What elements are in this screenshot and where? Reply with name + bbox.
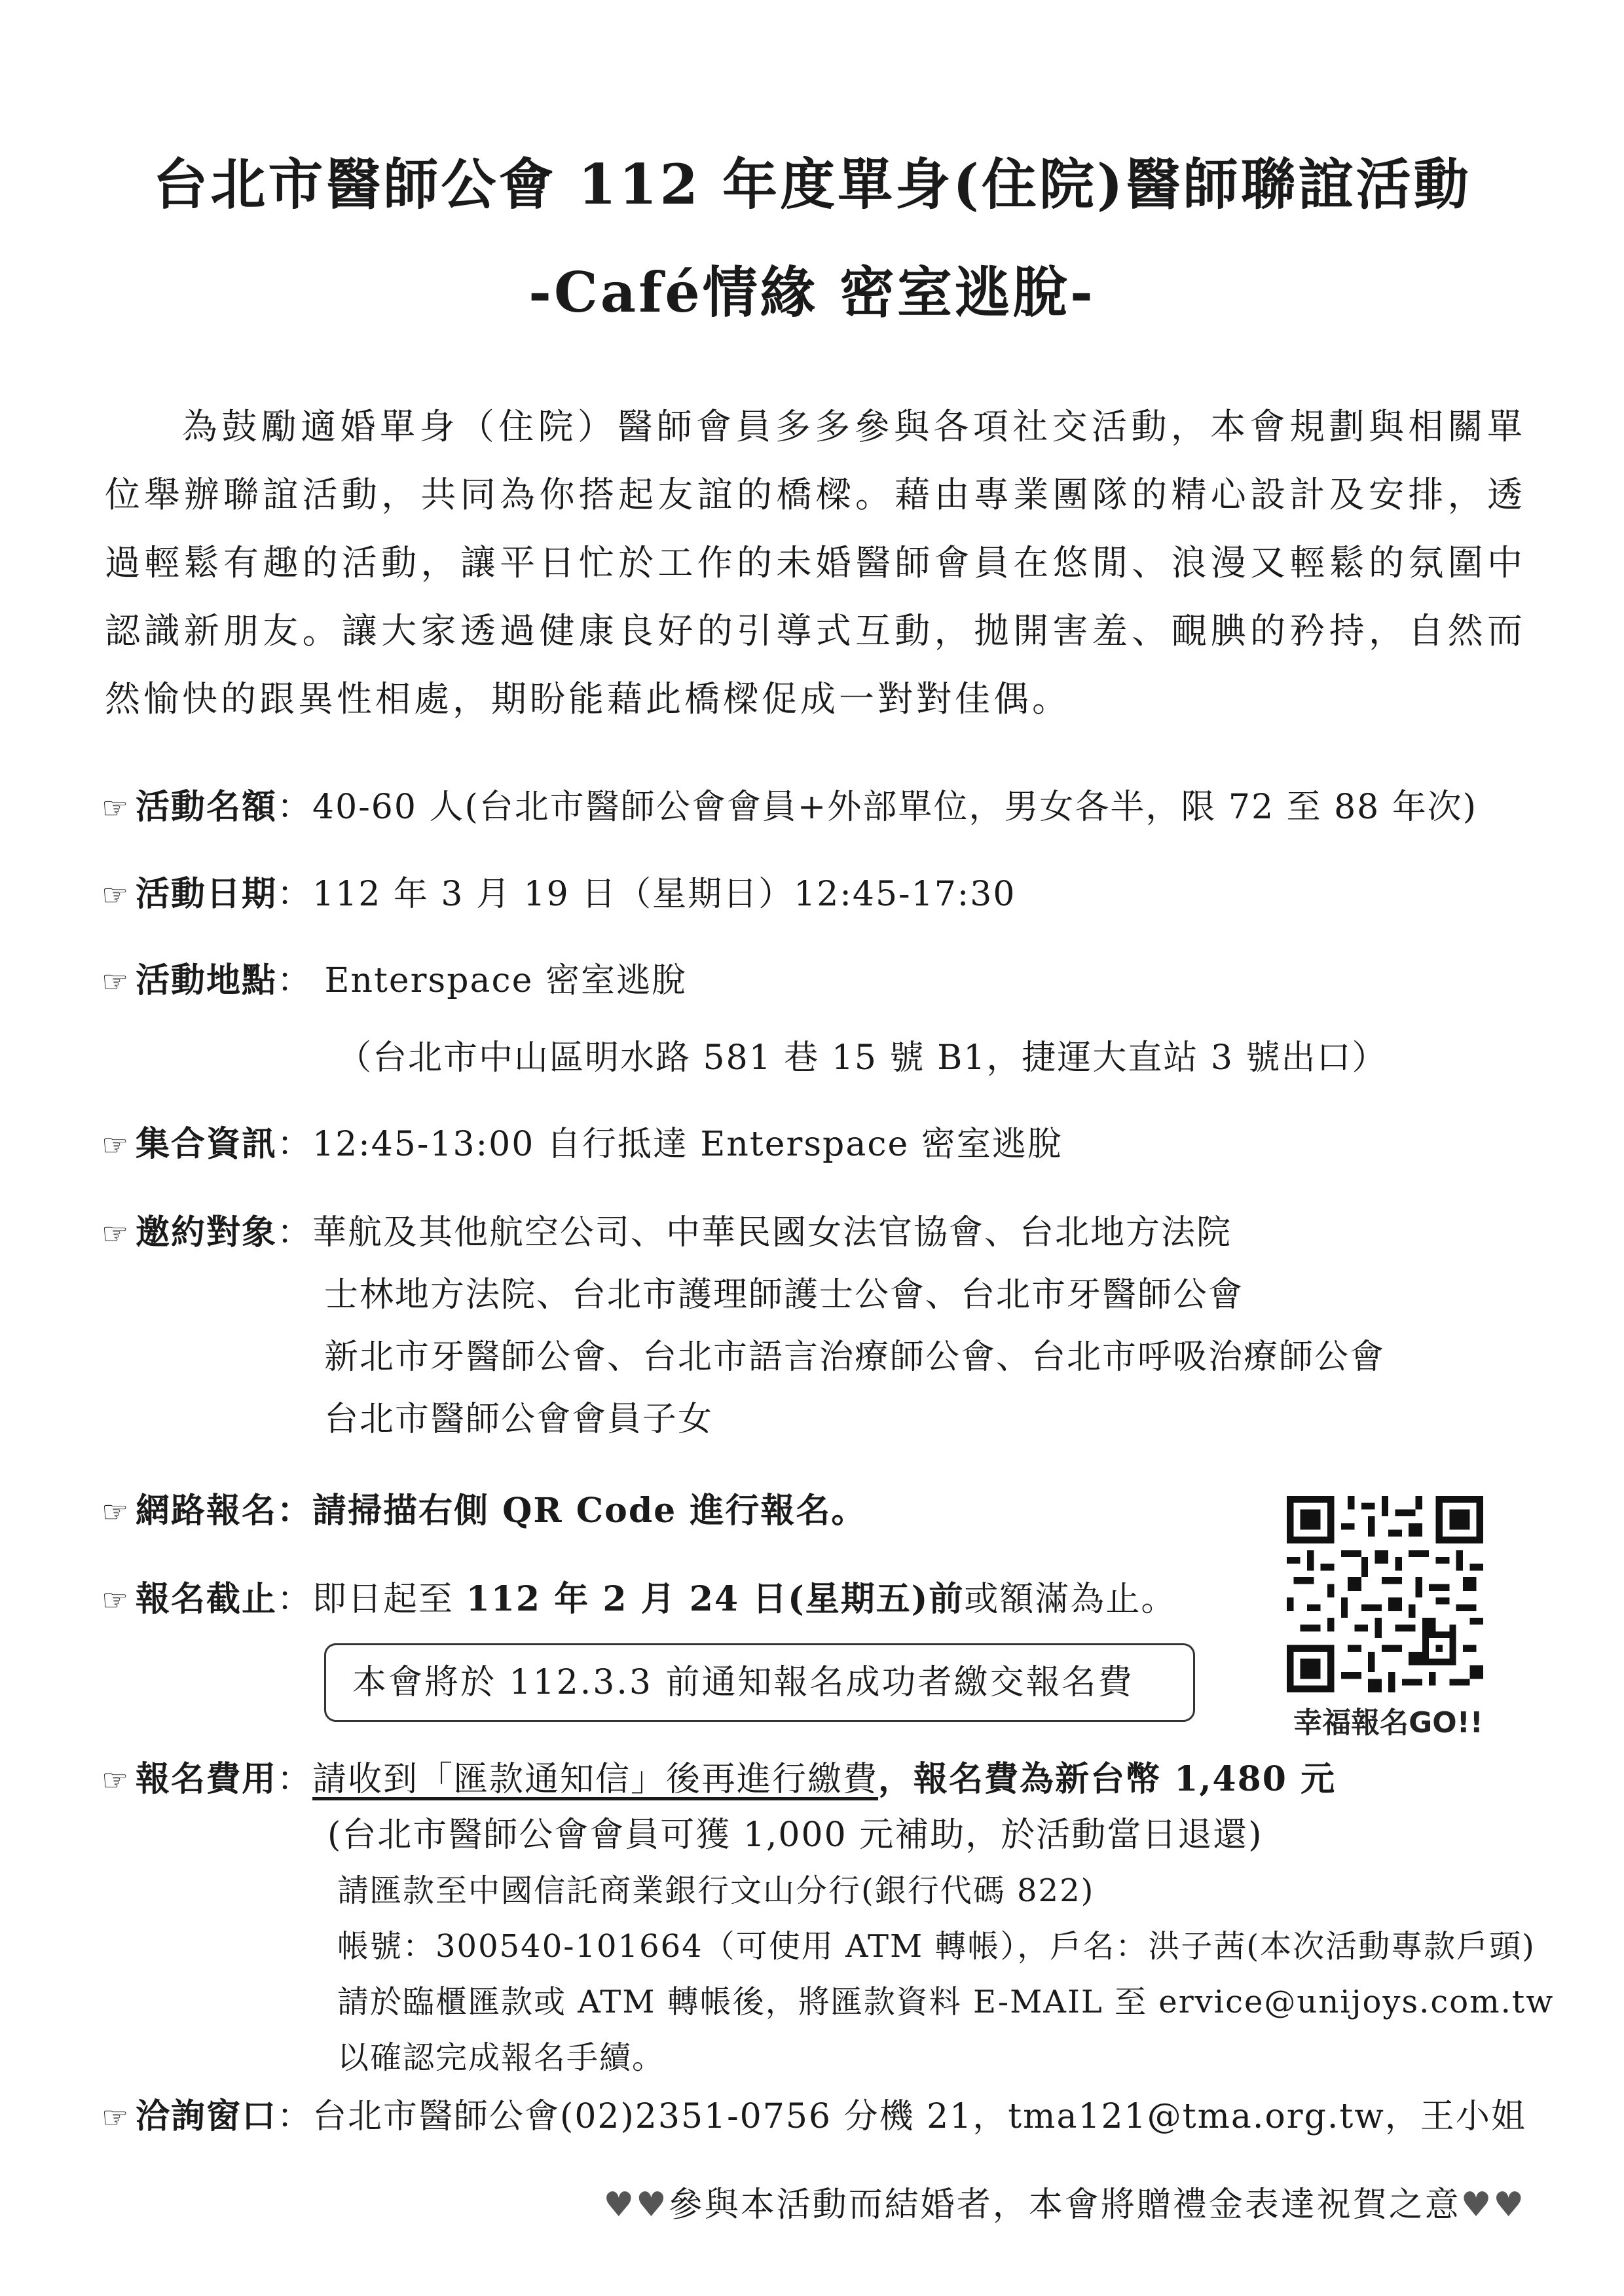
title-line-1: 台北市醫師公會 112 年度單身(住院)醫師聯誼活動 [153,152,1471,217]
fee-amount: ，報名費為新台幣 1,480 元 [878,1759,1337,1799]
quota-row: ☞ 活動名額：40-60 人(台北市醫師公會會員+外部單位，男女各半，限 72 至 88 年次) [101,776,1477,839]
fee-line: 以確認完成報名手續。 [337,2039,665,2076]
venue-label: 活動地點 [136,960,278,1000]
pointing-hand-icon: ☞ [101,964,129,999]
date-row: ☞ 活動日期：112 年 3 月 19 日（星期日）12:45-17:30 [101,863,1016,926]
deadline-date: 112 年 2 月 24 日(星期五)前 [466,1579,965,1619]
intro-text: 為鼓勵適婚單身（住院）醫師會員多多參與各項社交活動，本會規劃與相關單位舉辦聯誼活動，共同為你搭起友誼的橋樑。藉由專業團隊的精心設計及安排，透過輕鬆有趣的活動，讓平日忙於工作的未婚醫師會員在悠閒、浪漫又輕鬆的氛圍中認識新朋友。讓大家透過健康良好的引導式互動，拋開害羞、靦腆的矜持，自然而然愉快的跟異性相處，期盼能藉此橋樑促成一對對佳偶。 [105,406,1526,720]
pointing-hand-icon: ☞ [101,1582,129,1618]
deadline-label: 報名截止 [136,1579,278,1619]
deadline-post: 或額滿為止。 [964,1580,1177,1619]
fee-label: 報名費用 [136,1759,278,1799]
online-label: 網路報名 [136,1491,278,1531]
contact-label: 洽詢窗口 [136,2096,278,2136]
date-label: 活動日期 [136,874,278,914]
gather-row: ☞ 集合資訊：12:45-13:00 自行抵達 Enterspace 密室逃脫 [101,1113,1063,1176]
fee-line: 請於臨櫃匯款或 ATM 轉帳後，將匯款資料 E-MAIL 至 ervice@unijoys.com.tw [337,1984,1555,2020]
online-value: 請掃描右側 QR Code 進行報名。 [312,1491,867,1531]
contact-value: 台北市醫師公會(02)2351-0756 分機 21，tma121@tma.org.tw，王小姐 [312,2097,1526,2136]
venue-address: （台北市中山區明水路 581 巷 15 號 B1，捷運大直站 3 號出口） [337,1038,1388,1078]
contact-row: ☞ 洽詢窗口：台北市醫師公會(02)2351-0756 分機 21，tma121@tma.org.tw，王小姐 [101,2085,1526,2149]
heart-icon: ♥♥ [1460,2185,1526,2225]
heart-icon: ♥♥ [603,2185,669,2225]
deadline-row: ☞ 報名截止：即日起至 112 年 2 月 24 日(星期五)前或額滿為止。 [101,1568,1176,1631]
pointing-hand-icon: ☞ [101,1494,129,1529]
fee-row: ☞ 報名費用：請收到「匯款通知信」後再進行繳費，報名費為新台幣 1,480 元 [101,1748,1336,1812]
venue-row: ☞ 活動地點： Enterspace 密室逃脫 [101,949,687,1013]
online-row: ☞ 網路報名：請掃描右側 QR Code 進行報名。 [101,1480,866,1543]
fee-line: (台北市醫師公會會員可獲 1,000 元補助，於活動當日退還) [327,1815,1263,1855]
venue-value: Enterspace 密室逃脫 [312,961,687,1000]
quota-label: 活動名額 [136,787,278,827]
invite-line: 台北市醫師公會會員子女 [324,1400,714,1439]
gather-label: 集合資訊 [136,1124,278,1164]
pointing-hand-icon: ☞ [101,2100,129,2135]
fee-line: 請匯款至中國信託商業銀行文山分行(銀行代碼 822) [337,1872,1095,1909]
pointing-hand-icon: ☞ [101,877,129,913]
invite-line: 華航及其他航空公司、中華民國女法官協會、台北地方法院 [312,1213,1232,1252]
gather-value: 12:45-13:00 自行抵達 Enterspace 密室逃脫 [312,1125,1063,1164]
deadline-pre: 即日起至 [312,1580,466,1619]
fee-line: 帳號：300540-101664（可使用 ATM 轉帳），戶名：洪子茜(本次活動專款戶頭) [337,1928,1536,1965]
title-line-2: -Café情緣 密室逃脫- [528,260,1096,325]
invite-line: 新北市牙醫師公會、台北市語言治療師公會、台北市呼吸治療師公會 [324,1338,1386,1377]
footer-note [604,2177,1526,2226]
pointing-hand-icon: ☞ [101,1127,129,1163]
date-value: 112 年 3 月 19 日（星期日）12:45-17:30 [312,875,1016,914]
footer-text: 參與本活動而結婚者，本會將贈禮金表達祝賀之意 [668,2185,1461,2225]
invite-line: 士林地方法院、台北市護理師護士公會、台北市牙醫師公會 [324,1275,1244,1315]
pointing-hand-icon: ☞ [101,1216,129,1251]
invite-row: ☞ 邀約對象：華航及其他航空公司、中華民國女法官協會、台北地方法院 [101,1201,1232,1265]
pointing-hand-icon: ☞ [101,1762,129,1798]
pointing-hand-icon: ☞ [101,790,129,826]
invite-label: 邀約對象 [136,1212,278,1252]
intro-paragraph [105,393,1526,733]
qr-caption: 幸福報名GO!! [1293,1706,1483,1740]
notice-box: 本會將於 112.3.3 前通知報名成功者繳交報名費 [324,1643,1195,1722]
fee-underlined: 請收到「匯款通知信」後再進行繳費 [312,1760,879,1799]
qr-code-icon[interactable] [1287,1496,1483,1692]
quota-value: 40-60 人(台北市醫師公會會員+外部單位，男女各半，限 72 至 88 年次) [312,788,1478,827]
